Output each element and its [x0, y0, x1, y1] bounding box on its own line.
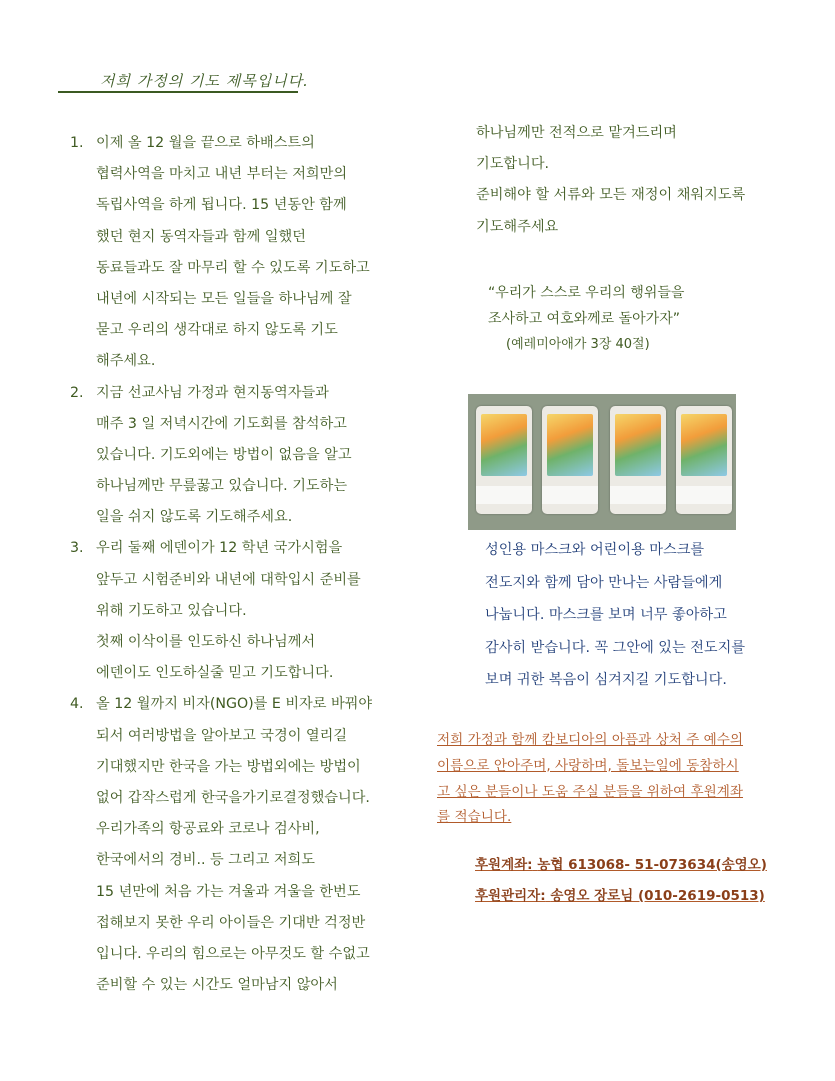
- item-line: 우리가족의 항공료와 코로나 검사비,: [96, 821, 320, 838]
- item-line: 묻고 우리의 생각대로 하지 않도록 기도: [96, 322, 338, 339]
- item-line: 독립사역을 하게 됩니다. 15 년동안 함께: [96, 197, 347, 214]
- mask-package: [542, 406, 598, 514]
- mask-photo: [468, 394, 736, 530]
- item-line: 올 12 월까지 비자(NGO)를 E 비자로 바꿔야: [96, 696, 373, 713]
- item-line: 우리 둘째 에덴이가 12 학년 국가시험을: [96, 540, 343, 557]
- photo-caption: [485, 534, 745, 697]
- account-info: [475, 850, 767, 912]
- item-line: 해주세요.: [96, 353, 156, 370]
- item-line: 동료들과도 잘 마무리 할 수 있도록 기도하고: [96, 259, 370, 276]
- item-line: 되서 여러방법을 알아보고 국경이 열리길: [96, 727, 348, 744]
- bank-account: [475, 850, 767, 881]
- item-line: 이제 올 12 월을 끝으로 하배스트의: [96, 135, 315, 151]
- item-line: 접해보지 못한 우리 아이들은 기대반 걱정반: [96, 914, 366, 931]
- prayer-item-1: [70, 128, 430, 378]
- verse-line: 조사하고 여호와께로 돌아가자”: [488, 311, 680, 327]
- item-line: 했던 현지 동역자들과 함께 일했던: [96, 228, 306, 245]
- appeal-line: 저희 가정과 함께 캄보디아의 아픔과 상처 주 예수의: [437, 732, 744, 748]
- bible-verse: [488, 280, 684, 358]
- item-line: 매주 3 일 저녁시간에 기도회를 참석하고: [96, 415, 347, 432]
- verse-reference: (예레미아애가 3장 40절): [506, 337, 650, 352]
- verse-line: “우리가 스스로 우리의 행위들을: [488, 285, 685, 301]
- page-title: 저희 가정의 기도 제목입니다.: [100, 72, 309, 90]
- caption-line: 전도지와 함께 담아 만나는 사람들에게: [485, 574, 723, 591]
- manager-value: 송영오 장로님 (010-2619-0513): [550, 888, 765, 904]
- item-number: 1.: [70, 135, 84, 151]
- item-line: 앞두고 시험준비와 내년에 대학입시 준비를: [96, 571, 361, 588]
- caption-line: 감사히 받습니다. 꼭 그안에 있는 전도지를: [485, 639, 746, 656]
- continuation-line: 하나님께만 전적으로 맡겨드리며: [476, 125, 677, 141]
- continuation-line: 준비해야 할 서류와 모든 재정이 채워지도록: [476, 187, 746, 204]
- item-line: 지금 선교사님 가정과 현지동역자들과: [96, 384, 329, 401]
- item-number: 4.: [70, 696, 84, 713]
- item-line: 입니다. 우리의 힘으로는 아무것도 할 수없고: [96, 945, 370, 962]
- item-number: 2.: [70, 384, 84, 401]
- item-line: 하나님께만 무릎꿇고 있습니다. 기도하는: [96, 478, 348, 495]
- prayer-list: [70, 128, 430, 1001]
- account-value: 농협 613068- 51-073634(송영오): [537, 857, 767, 873]
- item-line: 에덴이도 인도하실줄 믿고 기도합니다.: [96, 665, 334, 682]
- continuation-line: 기도해주세요: [476, 218, 559, 235]
- item-line: 있습니다. 기도외에는 방법이 없음을 알고: [96, 446, 352, 463]
- caption-line: 보며 귀한 복음이 심겨지길 기도합니다.: [485, 672, 727, 688]
- appeal-line: 고 싶은 분들이나 도움 주실 분들을 위하여 후원계좌: [437, 783, 744, 800]
- item-line: 첫째 이삭이를 인도하신 하나님께서: [96, 634, 316, 650]
- mask-package: [476, 406, 532, 514]
- item-line: 한국에서의 경비.. 등 그리고 저희도: [96, 852, 315, 869]
- item-line: 15 년만에 처음 가는 겨울과 겨울을 한번도: [96, 883, 361, 900]
- prayer-item-2: [70, 378, 430, 534]
- item-line: 일을 쉬지 않도록 기도해주세요.: [96, 509, 293, 526]
- account-manager: [475, 881, 767, 912]
- caption-line: 나눕니다. 마스크를 보며 너무 좋아하고: [485, 607, 727, 623]
- mask-package: [676, 406, 732, 514]
- prayer-item-4: [70, 689, 430, 1001]
- manager-label: 후원관리자:: [475, 888, 546, 904]
- item-line: 협력사역을 마치고 내년 부터는 저희만의: [96, 166, 348, 183]
- continuation-line: 기도합니다.: [476, 156, 550, 173]
- support-appeal: [437, 728, 782, 831]
- item-line: 위해 기도하고 있습니다.: [96, 602, 247, 619]
- item-line: 없어 갑작스럽게 한국을가기로결정했습니다.: [96, 789, 370, 806]
- account-label: 후원계좌:: [475, 857, 533, 873]
- caption-line: 성인용 마스크와 어린이용 마스크를: [485, 542, 705, 558]
- appeal-line: 를 적습니다.: [437, 809, 512, 826]
- title-underline: [58, 91, 298, 93]
- item-line: 준비할 수 있는 시간도 얼마남지 않아서: [96, 977, 338, 994]
- item-line: 기대했지만 한국을 가는 방법외에는 방법이: [96, 758, 361, 775]
- item-number: 3.: [70, 540, 84, 557]
- appeal-line: 이름으로 안아주며, 사랑하며, 돌보는일에 동참하시: [437, 757, 739, 774]
- item-4-continuation: [476, 118, 796, 243]
- prayer-item-3: [70, 533, 430, 689]
- mask-package: [610, 406, 666, 514]
- item-line: 내년에 시작되는 모든 일들을 하나님께 잘: [96, 290, 352, 307]
